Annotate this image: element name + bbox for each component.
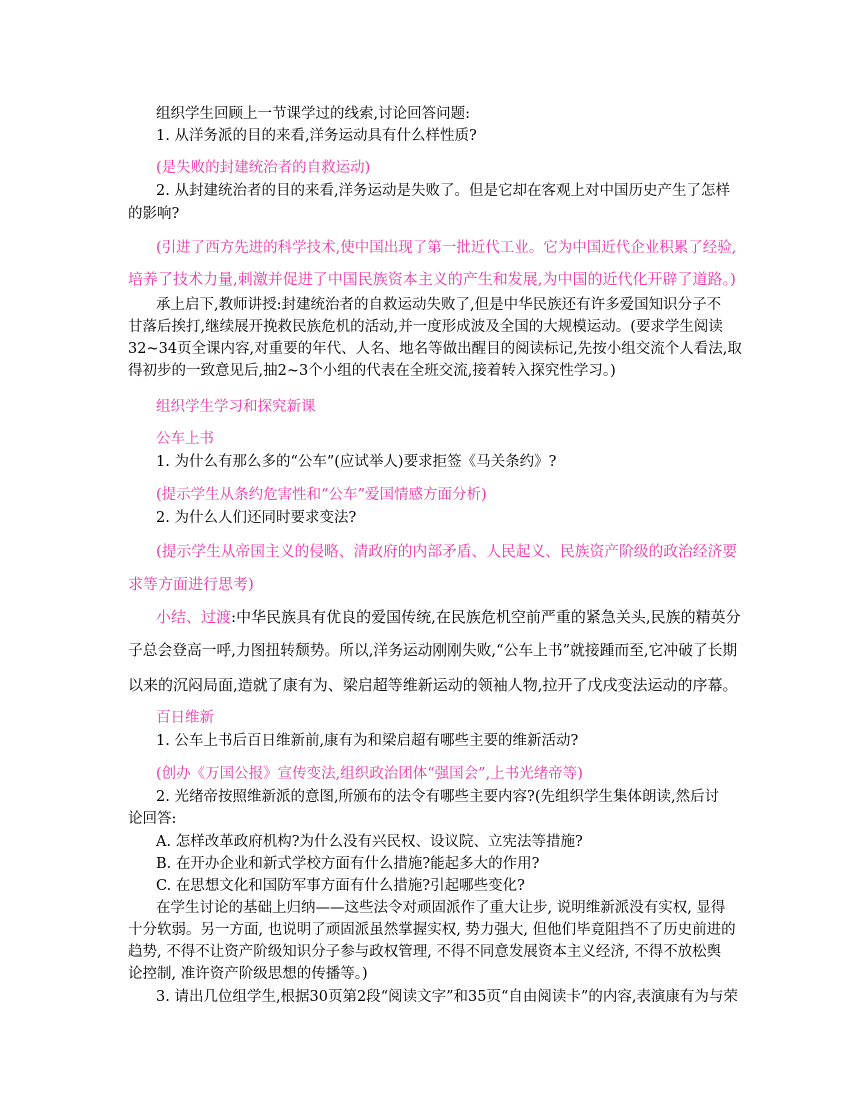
transition-line-1: 承上启下,教师讲授:封建统治者的自救运动失败了,但是中华民族还有许多爱国知识分子不 xyxy=(156,297,722,313)
answer-2-line-2: 培养了技术力量,刺激并促进了中国民族资本主义的产生和发展,为中国的近代化开辟了道路。) xyxy=(128,270,736,288)
subquestion-c: C. 在思想文化和国防军事方面有什么措施?引起哪些变化? xyxy=(156,878,525,894)
question-weixin-2-line-1: 2. 光绪帝按照维新派的意图,所颁布的法令有哪些主要内容?(先组织学生集体朗读,然后讨 xyxy=(156,789,720,805)
question-weixin-1: 1. 公车上书后百日维新前,康有为和梁启超有哪些主要的维新活动? xyxy=(156,733,579,749)
section-new-lesson: 组织学生学习和探究新课 xyxy=(156,399,316,415)
transition-line-2: 甘落后挨打,继续展开挽救民族危机的活动,并一度形成波及全国的大规模运动。(要求学生阅读 xyxy=(128,319,723,335)
hint-gongche-1: (提示学生从条约危害性和“公车”爱国情感方面分析) xyxy=(156,487,487,503)
answer-weixin-1: (创办《万国公报》宣传变法,组织政治团体“强国会”,上书光绪帝等) xyxy=(156,766,583,782)
question-1: 1. 从洋务派的目的来看,洋务运动具有什么样性质? xyxy=(156,128,477,144)
conclusion-line-2: 十分软弱。另一方面, 也说明了顽固派虽然掌握实权, 势力强大, 但他们毕竟阻挡不了历史前进的 xyxy=(128,922,736,938)
question-gongche-1: 1. 为什么有那么多的“公车”(应试举人)要求拒签《马关条约》? xyxy=(156,454,557,470)
question-weixin-2-line-2: 论回答: xyxy=(128,811,177,827)
heading-gongche-shangshu: 公车上书 xyxy=(156,431,214,447)
heading-bairi-weixin: 百日维新 xyxy=(156,710,214,726)
transition-line-4: 得初步的一致意见后,抽2~3个小组的代表在全班交流,接着转入探究性学习。) xyxy=(128,363,616,379)
answer-2-line-1: (引进了西方先进的科学技术,使中国出现了第一批近代工业。它为中国近代企业积累了经验, xyxy=(156,240,737,256)
question-gongche-2: 2. 为什么人们还同时要求变法? xyxy=(156,510,357,526)
summary-line-3: 以来的沉闷局面,造就了康有为、梁启超等维新运动的领袖人物,拉开了戊戌变法运动的序幕。 xyxy=(128,676,738,694)
transition-line-3: 32~34页全课内容,对重要的年代、人名、地名等做出醒目的阅读标记,先按小组交流个人看法,取 xyxy=(128,341,742,357)
summary-line-2: 子总会登高一呼,力图扭转颓势。所以,洋务运动刚刚失败,“公车上书”就接踵而至,它冲破了长期 xyxy=(128,642,738,659)
question-weixin-3: 3. 请出几位组学生,根据30页第2段“阅读文字”和35页“自由阅读卡”的内容,表演康有为与荣 xyxy=(156,989,738,1005)
conclusion-line-4: 论控制, 准许资产阶级思想的传播等。) xyxy=(128,966,368,982)
conclusion-line-3: 趋势, 不得不让资产阶级知识分子参与政权管理, 不得不同意发展资本主义经济, 不得不放松舆 xyxy=(128,944,722,960)
subquestion-b: B. 在开办企业和新式学校方面有什么措施?能起多大的作用? xyxy=(156,856,540,872)
question-2-line-1: 2. 从封建统治者的目的来看,洋务运动是失败了。但是它却在客观上对中国历史产生了怎样 xyxy=(156,183,731,199)
summary-text: :中华民族具有优良的爱国传统,在民族危机空前严重的紧急关头,民族的精英分 xyxy=(231,608,741,626)
hint-gongche-2-line-2: 求等方面进行思考) xyxy=(128,575,254,593)
summary-label: 小结、过渡 xyxy=(156,608,232,626)
answer-1: (是失败的封建统治者的自救运动) xyxy=(156,160,371,176)
question-2-line-2: 的影响? xyxy=(128,206,180,222)
subquestion-a: A. 怎样改革政府机构?为什么没有兴民权、设议院、立宪法等措施? xyxy=(156,834,583,850)
summary-line-1 xyxy=(156,606,745,628)
paragraph-intro: 组织学生回顾上一节课学过的线索,讨论回答问题: xyxy=(156,106,470,122)
conclusion-line-1: 在学生讨论的基础上归纳——这些法令对顽固派作了重大让步, 说明维新派没有实权, 显得 xyxy=(156,900,726,916)
hint-gongche-2-line-1: (提示学生从帝国主义的侵略、清政府的内部矛盾、人民起义、民族资产阶级的政治经济要 xyxy=(156,543,738,560)
